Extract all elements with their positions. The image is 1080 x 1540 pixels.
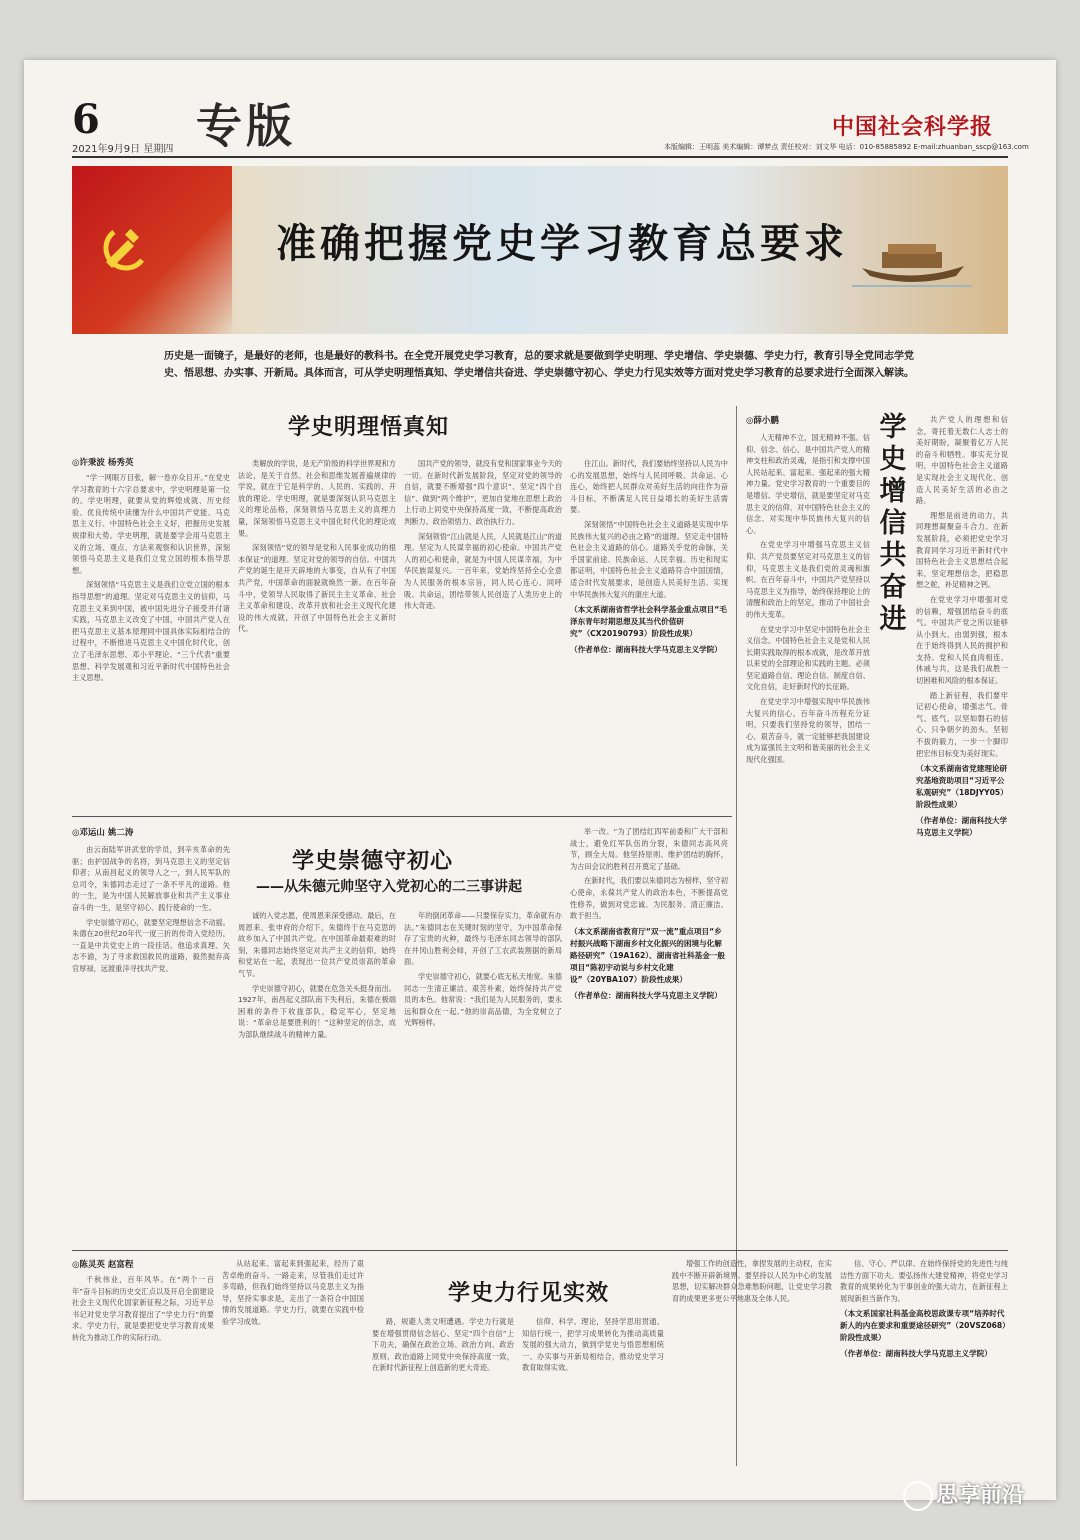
article2-paragraph: 理想是前进的动力，共同理想凝聚奋斗合力。在新发展阶段，必须把党史学习教育同学习习近平新时代中国特色社会主义思想结合起来，坚定理想信念，把稳思想之舵，补足精神之钙。 — [916, 510, 1008, 590]
main-headline: 准确把握党史学习教育总要求 — [276, 221, 848, 267]
article1-paragraph: 深刻领悟“党的领导是党和人民事业成功的根本保证”的道理。坚定对党的领导的自信。中国共产党的诞生是开天辟地的大事变，自从有了中国共产党，中国革命的面貌就焕然一新。在百年奋斗中，党领导人民取得了新民主主义革命、社会主义革命和建设、改革开放和社会主义现代化建设的伟大成就，开创了中国特色社会主义新时代。 — [238, 543, 396, 634]
article2-paragraph: 在党史学习中增强实现中华民族伟大复兴的信心。百年奋斗历程充分证明，只要我们坚持党的领导，团结一心、艰苦奋斗，就一定能够把我国建设成为富强民主文明和谐美丽的社会主义现代化强国。 — [746, 697, 870, 765]
article4-paragraph: 增强工作的创造性，拿捏发展的主动权，在实践中不断开辟新境界。要坚持以人民为中心的发展思想，切实解决群众急难愁盼问题，让党史学习教育的成果更多更公平地惠及全体人民。 — [672, 1259, 832, 1303]
article2-paragraph: 在党史学习中坚定中国特色社会主义信念。中国特色社会主义是党和人民长期实践取得的根本成就，是改革开放以来党的全部理论和实践的主题。必须坚定道路自信、理论自信、制度自信、文化自信，走好新时代的长征路。 — [746, 624, 870, 692]
article1-byline: ◎许秉波 杨秀英 — [72, 458, 134, 468]
article3-column-1 — [72, 844, 230, 1244]
newspaper-page — [24, 60, 1056, 1500]
wechat-logo-icon — [903, 1481, 933, 1511]
article1-funding-note: （本文系湖南省哲学社会科学基金重点项目“毛泽东青年时期思想及其当代价值研究”（CX20190793）阶段性成果） — [570, 605, 727, 639]
article4-column-2 — [222, 1258, 364, 1474]
headline-banner — [72, 166, 1008, 334]
watermark-text: 思享前沿 — [936, 1483, 1025, 1508]
article1-affiliation: （作者单位：湖南科技大学马克思主义学院） — [570, 645, 722, 655]
section-divider — [72, 816, 732, 817]
article4-column-5 — [672, 1258, 832, 1474]
article1-paragraph: 深刻领悟“江山就是人民，人民就是江山”的道理。坚定为人民谋幸福的初心使命。中国共产党人的初心和使命，就是为中国人民谋幸福，为中华民族谋复兴。一百年来，党始终坚持全心全意为人民服务的根本宗旨，同人民心连心、同呼吸、共命运，团结带领人民创造了人类历史上的伟大奇迹。 — [404, 531, 562, 611]
page-number: 6 — [72, 96, 100, 143]
article2-paragraph: 人无精神不立，国无精神不强。信仰、信念、信心，是中国共产党人的精神支柱和政治灵魂，是指引和支撑中国人民站起来、富起来、强起来的强大精神力量。党史学习教育的一个重要目的是增信。学史增信，就是要坚定对马克思主义的信仰、对中国特色社会主义的信念、对实现中华民族伟大复兴的信心。 — [746, 433, 870, 535]
article2-funding-note: （本文系湖南省党建理论研究基地资助项目“习近平公私观研究”（18DJYY05）阶段性成果） — [916, 764, 1008, 810]
editor-credits: 本版编辑：王明蕊 美术编辑：谭梦点 责任校对：刘文华 电话：010-85885892 E-mail:zhuanban_sscp@163.com — [664, 143, 1029, 151]
article1-column-4 — [570, 458, 728, 810]
intro-paragraph: 历史是一面镜子，是最好的老师，也是最好的教科书。在全党开展党史学习教育，总的要求就是要做到学史明理、学史增信、学史崇德、学史力行，教育引导全党同志学党史、悟思想、办实事、开新局。具体而言，可从学史明理悟真知、学史增信共奋进、学史崇德守初心、学史力行见实效等方面对党史学习教育的总要求进行全面深入解读。 — [164, 351, 914, 379]
article2-column-2 — [916, 414, 1008, 1374]
article3-paragraph: 在新时代，我们要以朱德同志为榜样，坚守初心使命，永葆共产党人的政治本色，不断提高党性修养，做到对党忠诚、为民服务、清正廉洁、敢于担当。 — [570, 876, 728, 921]
article1-title: 学史明理悟真知 — [288, 415, 450, 440]
article3-byline: ◎邓运山 姚二涛 — [72, 828, 134, 838]
article3-paragraph: 举一改。“为了团结红四军前委和广大干部和战士，避免红军队伍的分裂，朱德同志高风亮节，顾全大局。他坚持原则、维护团结的胸怀，为古田会议的胜利召开奠定了基础。 — [570, 827, 728, 871]
article2-paragraph: 在党史学习中增强马克思主义信仰。共产党员要坚定对马克思主义的信仰，马克思主义是我们党的灵魂和旗帜。在百年奋斗中，中国共产党坚持以马克思主义为指导，始终保持理论上的清醒和政治上的坚定，推动了中国社会的伟大变革。 — [746, 540, 870, 619]
article1-paragraph: 深刻领悟“中国特色社会主义道路是实现中华民族伟大复兴的必由之路”的道理。坚定走中国特色社会主义道路的信心。道路关乎党的命脉，关乎国家前途、民族命运、人民幸福。历史和现实都证明，中国特色社会主义道路符合中国国情，适合时代发展要求，是创造人民美好生活、实现中华民族伟大复兴的康庄大道。 — [570, 519, 728, 599]
article2-paragraph: 踏上新征程，我们要牢记初心使命，增强志气、骨气、底气，以坚如磐石的信心、只争朝夕的劲头、坚韧不拔的毅力，一步一个脚印把宏伟目标变为美好现实。 — [916, 690, 1008, 758]
article3-paragraph: 由云南陆军讲武堂的学员，到辛亥革命的先驱；由护国战争的名将，到马克思主义的坚定信仰者；从南昌起义的领导人之一，到人民军队的总司令，朱德同志走过了一条不平凡的道路。他的一生，是为中国人民解放事业和共产主义事业奋斗的一生，是坚守初心、践行使命的一生。 — [72, 845, 230, 912]
article2-paragraph: 在党史学习中增强对党的信赖，增强团结奋斗的底气。中国共产党之所以能够从小到大、由弱到强，根本在于始终得到人民的拥护和支持。党和人民血肉相连、休戚与共，这是我们战胜一切困难和风险的根本保证。 — [916, 594, 1008, 686]
article3-title: 学史崇德守初心 — [292, 849, 454, 874]
article3-paragraph: 学史崇德守初心，就要在危急关头挺身而出。1927年，南昌起义部队南下失利后，朱德在极端困难的条件下收拢部队，稳定军心，坚定地说：“革命总是要胜利的！”这种坚定的信念，成为部队继续战斗的精神力量。 — [238, 983, 396, 1039]
article3-paragraph: 学史崇德守初心，就要坚定理想信念不动摇。朱德在20世纪20年代一度三折的传奇入党经历，一直是中共党史上的一段佳话。他追求真理、矢志不渝，为了寻求救国救民的道路，毅然抛弃高官厚禄，远渡重洋寻找共产党。 — [72, 917, 230, 973]
article3-column-4 — [570, 826, 728, 1244]
article3-column-2 — [238, 910, 396, 1244]
article4-paragraph: 信、守心、严以律、在始终保持党的先进性与纯洁性方面下功夫。要弘扬伟大建党精神，将党史学习教育的成果转化为干事创业的强大动力，在新征程上展现新担当新作为。 — [840, 1259, 1008, 1303]
article2-paragraph: 共产党人的理想和信念，寄托着无数仁人志士的美好期盼，凝聚着亿万人民的奋斗和牺牲。事实充分说明，中国特色社会主义道路是实现社会主义现代化、创造人民美好生活的必由之路。 — [916, 415, 1008, 506]
article1-paragraph: 深刻领悟“马克思主义是我们立党立国的根本指导思想”的道理。坚定对马克思主义的信仰，马克思主义来到中国，被中国先进分子接受并付诸实践，马克思主义改变了中国，中国共产党人在把马克思主义基本原理同中国具体实际相结合的过程中，不断推进马克思主义中国化时代化，创立了毛泽东思想、邓小平理论、“三个代表”重要思想、科学发展观和习近平新时代中国特色社会主义思想。 — [72, 580, 230, 683]
article4-title: 学史力行见实效 — [448, 1281, 610, 1306]
article3-affiliation: （作者单位：湖南科技大学马克思主义学院） — [570, 990, 722, 1000]
article1-column-2 — [238, 458, 396, 810]
article4-byline: ◎陈灵英 赵富程 — [72, 1260, 134, 1270]
section-name: 专版 — [196, 99, 296, 153]
newspaper-logo: 中国社会科学报 — [832, 114, 994, 140]
article3-paragraph: 学史崇德守初心，就要心底无私天地宽。朱德同志一生清正廉洁、艰苦朴素，始终保持共产党员的本色。他常说：“我们是为人民服务的，要永远和群众在一起。”他的崇高品德，为全党树立了光辉榜样。 — [404, 971, 562, 1028]
article2-column-1 — [746, 432, 870, 1352]
article1-column-1 — [72, 472, 230, 810]
publication-date: 2021年9月9日 星期四 — [72, 144, 174, 155]
masthead-divider — [72, 156, 1008, 158]
article1-column-3 — [404, 458, 562, 810]
article3-paragraph: 年的倒闭革命——只要保存实力，革命就有办法。”朱德同志在关键时刻的坚守，为中国革命保存了宝贵的火种，最终与毛泽东同志领导的部队在井冈山胜利会师，开创了工农武装割据的新局面。 — [404, 911, 562, 967]
section-divider — [72, 1250, 1008, 1251]
article1-paragraph: 类解放的学说，是无产阶级的科学世界观和方法论，是关于自然、社会和思维发展普遍规律的学说，就在于它是科学的、人民的、实践的、开放的理论。学史明理，就是要深刻认识马克思主义的理论品格，深刻领悟马克思主义的真理力量，深刻领悟马克思主义中国化时代化的理论成果。 — [238, 459, 396, 538]
article3-subtitle: ——从朱德元帅坚守入党初心的二三事讲起 — [256, 879, 522, 895]
article4-paragraph: 路，规避人类文明遭遇。学史力行就是要在增强贯彻信念信心、坚定“四个自信”上下功夫，确保在政治立场、政治方向、政治原则、政治道路上同党中央保持高度一致，在新时代新征程上创造新的更大奇迹。 — [372, 1317, 514, 1373]
article4-column-3 — [372, 1316, 514, 1474]
article1-paragraph: 住江山。新时代，我们要始终坚持以人民为中心的发展思想，始终与人民同呼吸、共命运、心连心，始终把人民群众对美好生活的向往作为奋斗目标，不断满足人民日益增长的美好生活需要。 — [570, 459, 728, 515]
article2-affiliation: （作者单位：湖南科技大学马克思主义学院） — [916, 816, 1008, 838]
article3-funding-note: （本文系湖南省教育厅“双一流”重点项目“乡村振兴战略下湖南乡村文化振兴的困境与化解路径研究”（19A162）、湖南省社科基金一般项目“陈初宇动说与乡村文化建设”（20YBA107）阶段性成果） — [570, 926, 725, 984]
article4-affiliation: （作者单位：湖南科技大学马克思主义学院） — [840, 1349, 992, 1359]
article4-column-4 — [522, 1316, 664, 1474]
article4-funding-note: （本文系国家社科基金高校思政课专项“培养时代新人的内在要求和重要途径研究”（20VSZ068）阶段性成果） — [840, 1309, 1006, 1343]
article4-paragraph: 千秋伟业，百年风华。在“两个一百年”奋斗目标的历史交汇点以及开启全面建设社会主义现代化国家新征程之际，习近平总书记对党史学习教育提出了“学史力行”的要求。学史力行，就是要把党史学习教育成果转化为推动工作的实际行动。 — [72, 1275, 214, 1342]
party-emblem-icon — [94, 222, 150, 278]
article1-paragraph: “学一网眼万目张，解一卷亦众目开。”在党史学习教育的十六字总要求中，学史明理是第一位的。学史明理，就要从党的辉煌成就、历史经验、优良传统中读懂为什么中国共产党能、马克思主义行、中国特色社会主义好，把握历史发展规律和大势。学史明理，就是要学会用马克思主义的立场、观点、方法来观察和认识世界，深刻领悟马克思主义是我们立党立国的根本指导思想。 — [72, 473, 230, 575]
article4-column-1 — [72, 1274, 214, 1474]
article4-paragraph: 从站起来、富起来到强起来，经历了艰苦卓绝的奋斗。一路走来，尽管我们走过许多弯路，但我们始终坚持以马克思主义为指导，坚持实事求是，走出了一条符合中国国情的发展道路。学史力行，就要在实践中检验学习成效。 — [222, 1259, 364, 1326]
article2-title: 学史增信共奋进 — [879, 412, 907, 635]
article4-column-6 — [840, 1258, 1008, 1474]
article1-paragraph: 国共产党的领导，就没有党和国家事业今天的一切。在新时代新发展阶段，坚定对党的领导的自信，就要不断增强“四个意识”、坚定“四个自信”、做到“两个维护”，更加自觉地在思想上政治上行动上同党中央保持高度一致，不断提高政治判断力、政治领悟力、政治执行力。 — [404, 459, 562, 526]
article3-paragraph: 诚的入党志愿，使周恩来深受感动。最后，在周恩来、张申府的介绍下，朱德终于在马克思的故乡加入了中国共产党。在中国革命最艰难的时刻，朱德同志始终坚定对共产主义的信仰，始终和党站在一起，表现出一位共产党员崇高的革命气节。 — [238, 911, 396, 978]
article4-paragraph: 信仰、科学、理论，坚持学思用贯通、知信行统一，把学习成果转化为推动高质量发展的强大动力，做到学党史与悟思想相统一、办实事与开新局相结合，推动党史学习教育取得实效。 — [522, 1317, 664, 1373]
article2-byline: ◎薛小鹏 — [746, 416, 779, 426]
article3-column-3 — [404, 910, 562, 1244]
